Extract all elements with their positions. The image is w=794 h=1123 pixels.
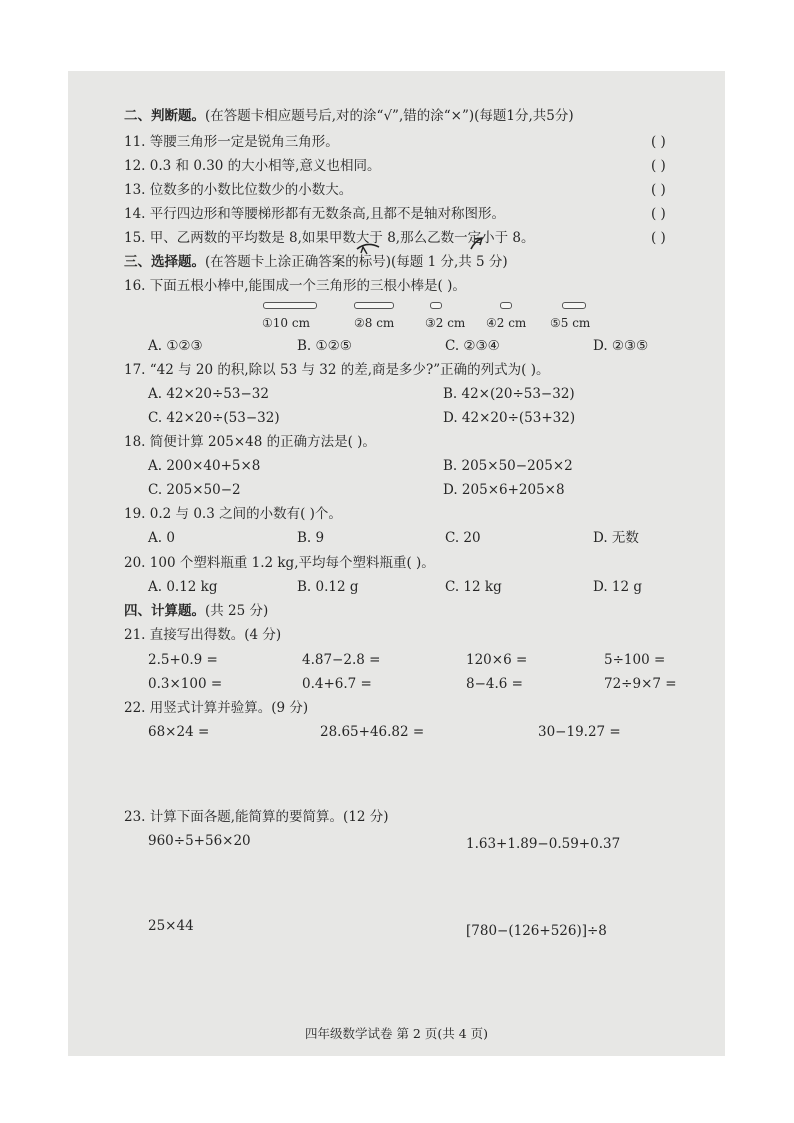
question-15: 15. 甲、乙两数的平均数是 8,如果甲数大于 8,那么乙数一定小于 8。 bbox=[124, 230, 535, 246]
stick-3 bbox=[430, 302, 442, 309]
section4-heading: 四、计算题。 bbox=[124, 603, 205, 619]
q16-option-a: A. ①②③ bbox=[148, 338, 203, 354]
q18-option-a: A. 200×40+5×8 bbox=[148, 458, 261, 474]
q17-option-d: D. 42×20÷(53+32) bbox=[443, 410, 576, 426]
answer-paren-13: ( ) bbox=[651, 182, 666, 198]
q22-item-3: 30−19.27 = bbox=[538, 724, 621, 740]
stick-1 bbox=[263, 302, 317, 309]
q19-option-d: D. 无数 bbox=[593, 530, 639, 546]
q18-option-b: B. 205×50−205×2 bbox=[443, 458, 573, 474]
question-17: 17. “42 与 20 的积,除以 53 与 32 的差,商是多少?”正确的列式为( )。 bbox=[124, 362, 550, 378]
stick-label-4: ④2 cm bbox=[486, 316, 527, 330]
question-23: 23. 计算下面各题,能简算的要简算。(12 分) bbox=[124, 809, 389, 825]
question-18: 18. 简便计算 205×48 的正确方法是( )。 bbox=[124, 434, 376, 450]
section3-title bbox=[124, 253, 508, 271]
question-20: 20. 100 个塑料瓶重 1.2 kg,平均每个塑料瓶重( )。 bbox=[124, 555, 435, 571]
stick-label-1: ①10 cm bbox=[262, 316, 310, 330]
q23-item-4: [780−(126+526)]÷8 bbox=[466, 923, 607, 939]
section3-heading: 三、选择题。 bbox=[124, 254, 205, 270]
exam-page bbox=[68, 71, 725, 1056]
q21-item-3: 120×6 = bbox=[466, 652, 528, 668]
answer-paren-14: ( ) bbox=[651, 206, 666, 222]
q21-item-1: 2.5+0.9 = bbox=[148, 652, 218, 668]
q19-option-a: A. 0 bbox=[148, 530, 175, 546]
q21-item-7: 8−4.6 = bbox=[466, 676, 523, 692]
page-footer: 四年级数学试卷 第 2 页(共 4 页) bbox=[304, 1026, 489, 1041]
q17-option-b: B. 42×(20÷53−32) bbox=[443, 386, 575, 402]
section4-instruction: (共 25 分) bbox=[205, 603, 269, 619]
q20-option-a: A. 0.12 kg bbox=[148, 579, 218, 595]
q18-option-d: D. 205×6+205×8 bbox=[443, 482, 565, 498]
stick-2 bbox=[354, 302, 394, 309]
q21-item-4: 5÷100 = bbox=[604, 652, 666, 668]
question-14: 14. 平行四边形和等腰梯形都有无数条高,且都不是轴对称图形。 bbox=[124, 206, 506, 222]
q21-item-6: 0.4+6.7 = bbox=[302, 676, 372, 692]
question-11: 11. 等腰三角形一定是锐角三角形。 bbox=[124, 134, 339, 150]
section4-title bbox=[124, 602, 268, 620]
section2-title bbox=[124, 107, 574, 125]
question-12: 12. 0.3 和 0.30 的大小相等,意义也相同。 bbox=[124, 158, 381, 174]
section2-instruction: (在答题卡相应题号后,对的涂“√”,错的涂“×”)(每题1分,共5分) bbox=[205, 108, 574, 124]
question-19: 19. 0.2 与 0.3 之间的小数有( )个。 bbox=[124, 506, 342, 522]
question-13: 13. 位数多的小数比位数少的小数大。 bbox=[124, 182, 353, 198]
q19-option-c: C. 20 bbox=[445, 530, 481, 546]
stick-5 bbox=[562, 302, 586, 309]
q21-item-8: 72÷9×7 = bbox=[604, 676, 677, 692]
stick-label-3: ③2 cm bbox=[425, 316, 466, 330]
q21-item-5: 0.3×100 = bbox=[148, 676, 223, 692]
section2-heading: 二、判断题。 bbox=[124, 108, 205, 124]
q22-item-1: 68×24 = bbox=[148, 724, 210, 740]
q20-option-c: C. 12 kg bbox=[445, 579, 502, 595]
question-21: 21. 直接写出得数。(4 分) bbox=[124, 627, 282, 643]
q19-option-b: B. 9 bbox=[297, 530, 325, 546]
question-16: 16. 下面五根小棒中,能围成一个三角形的三根小棒是( )。 bbox=[124, 278, 466, 294]
question-22: 22. 用竖式计算并验算。(9 分) bbox=[124, 700, 309, 716]
stick-label-5: ⑤5 cm bbox=[550, 316, 591, 330]
q20-option-d: D. 12 g bbox=[593, 579, 643, 595]
q17-option-a: A. 42×20÷53−32 bbox=[148, 386, 269, 402]
section3-instruction: (在答题卡上涂正确答案的标号)(每题 1 分,共 5 分) bbox=[205, 254, 508, 270]
answer-paren-11: ( ) bbox=[651, 134, 666, 150]
answer-paren-12: ( ) bbox=[651, 158, 666, 174]
q18-option-c: C. 205×50−2 bbox=[148, 482, 241, 498]
q20-option-b: B. 0.12 g bbox=[297, 579, 359, 595]
q22-item-2: 28.65+46.82 = bbox=[320, 724, 425, 740]
q23-item-3: 25×44 bbox=[148, 918, 194, 934]
answer-paren-15: ( ) bbox=[651, 230, 666, 246]
q23-item-2: 1.63+1.89−0.59+0.37 bbox=[466, 836, 621, 852]
q23-item-1: 960÷5+56×20 bbox=[148, 833, 251, 849]
q16-option-d: D. ②③⑤ bbox=[593, 338, 649, 354]
q16-option-b: B. ①②⑤ bbox=[297, 338, 352, 354]
q21-item-2: 4.87−2.8 = bbox=[302, 652, 381, 668]
stick-label-2: ②8 cm bbox=[354, 316, 395, 330]
q16-option-c: C. ②③④ bbox=[445, 338, 500, 354]
stick-4 bbox=[500, 302, 512, 309]
q17-option-c: C. 42×20÷(53−32) bbox=[148, 410, 280, 426]
